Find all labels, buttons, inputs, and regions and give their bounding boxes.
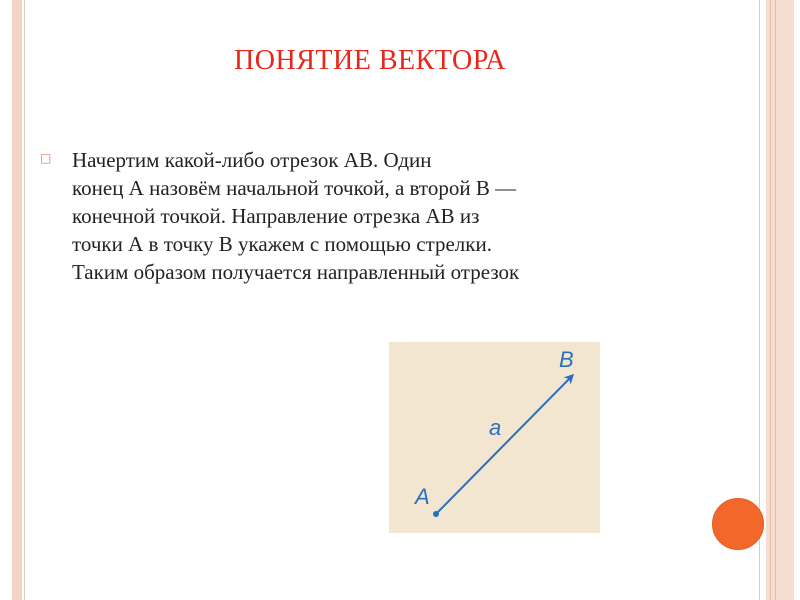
end-point-label: B — [559, 347, 574, 372]
decorative-circle — [712, 498, 764, 550]
slide-paragraph — [72, 146, 682, 286]
start-point-label: A — [415, 484, 430, 509]
frame-left-stripe — [12, 0, 22, 600]
start-point-dot — [433, 511, 439, 517]
square-bullet-icon: □ — [40, 151, 52, 165]
vector-figure — [389, 342, 600, 533]
vector-label: a — [489, 415, 502, 440]
paragraph-line: Таким образом получается направленный отрезок — [72, 260, 520, 284]
frame-inner-border-left — [24, 0, 25, 600]
frame-right-line — [775, 0, 776, 600]
paragraph-line: точки А в точку В укажем с помощью стрелки. — [72, 232, 492, 256]
slide-title: ПОНЯТИЕ ВЕКТОРА — [234, 45, 506, 76]
vector-arrow — [436, 376, 572, 514]
paragraph-line: конец А назовём начальной точкой, а второй В — — [72, 176, 517, 200]
vector-diagram — [389, 342, 600, 533]
paragraph-line: Начертим какой-либо отрезок АВ. Один — [72, 148, 432, 172]
paragraph-line: конечной точкой. Направление отрезка АВ из — [72, 204, 480, 228]
frame-right-line — [770, 0, 771, 600]
